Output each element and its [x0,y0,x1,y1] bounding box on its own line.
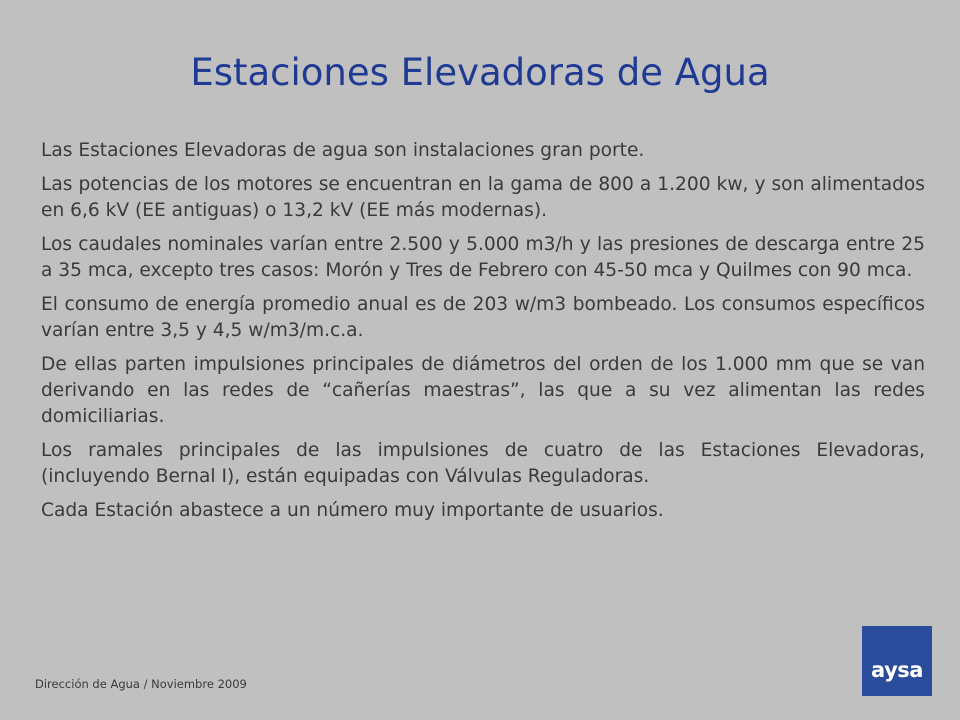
slide-body [41,138,925,532]
aysa-logo [862,626,932,696]
logo-text: aysa [871,658,923,682]
footer-text: Dirección de Agua / Noviembre 2009 [35,677,247,691]
paragraph: Cada Estación abastece a un número muy importante de usuarios. [41,500,664,521]
paragraph: De ellas parten impulsiones principales de diámetros del orden de los 1.000 mm que se van derivando en las redes de “cañerías maestras”, las que a su vez alimentan las redes domiciliarias. [41,354,925,427]
paragraph: Las Estaciones Elevadoras de agua son instalaciones gran porte. [41,140,645,161]
paragraph: El consumo de energía promedio anual es de 203 w/m3 bombeado. Los consumos específicos varían entre 3,5 y 4,5 w/m3/m.c.a. [41,294,925,341]
paragraph: Los ramales principales de las impulsiones de cuatro de las Estaciones Elevadoras, (incluyendo Bernal I), están equipadas con Válvulas Reguladoras. [41,440,925,487]
paragraph: Los caudales nominales varían entre 2.500 y 5.000 m3/h y las presiones de descarga entre 25 a 35 mca, excepto tres casos: Morón y Tres de Febrero con 45-50 mca y Quilmes con 90 mca. [41,234,925,281]
slide-title: Estaciones Elevadoras de Agua [190,51,770,94]
paragraph: Las potencias de los motores se encuentran en la gama de 800 a 1.200 kw, y son alimentados en 6,6 kV (EE antiguas) o 13,2 kV (EE más modernas). [41,174,925,221]
